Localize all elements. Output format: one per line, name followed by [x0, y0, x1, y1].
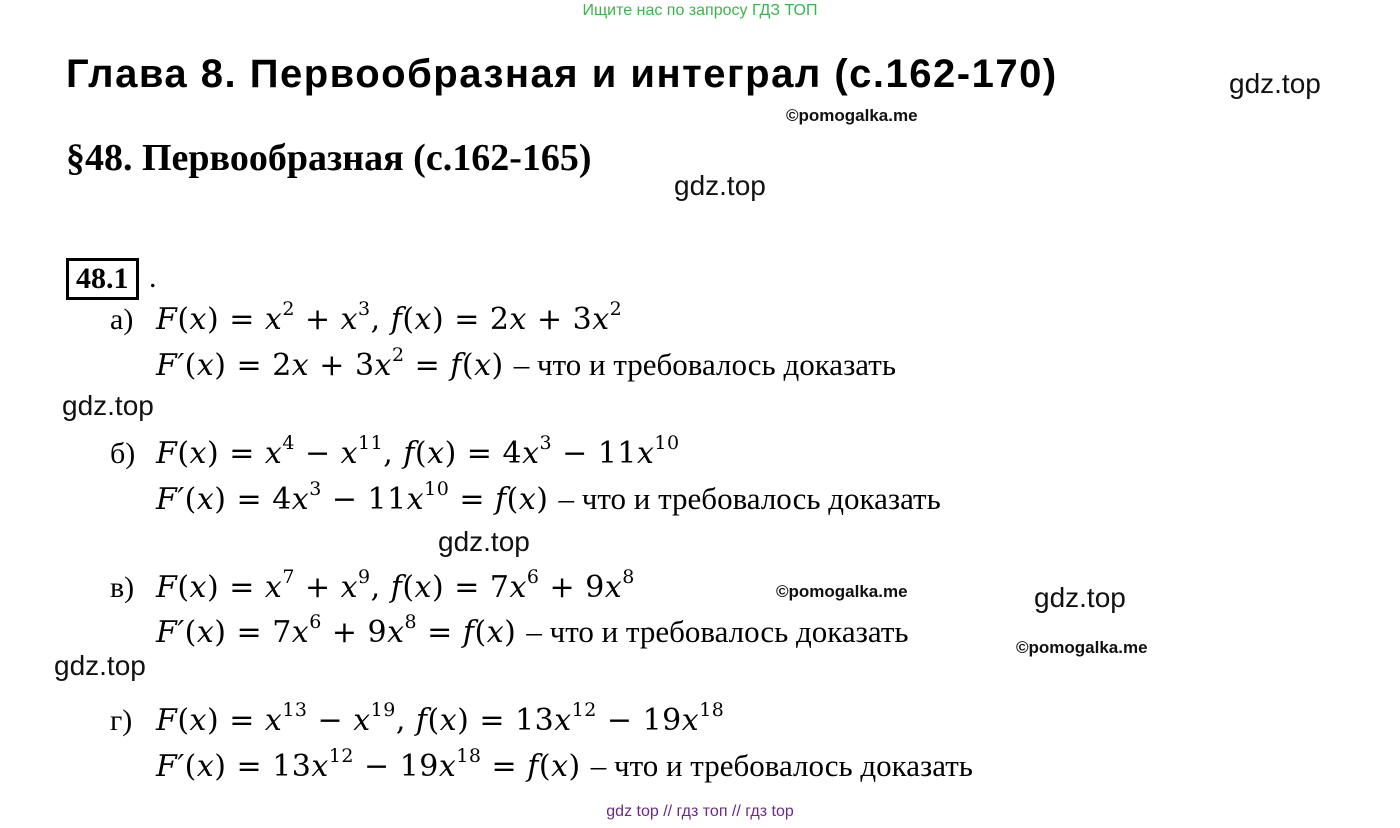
coef: 13 [515, 703, 555, 738]
coef: 2 [272, 348, 292, 383]
coef: 4 [502, 436, 523, 471]
search-hint-link[interactable]: Ищите нас по запросу ГДЗ ТОП [582, 2, 818, 19]
derivative-line: $F'(x) = 2x + 3x^2 = f(x)$ – что и требовалось доказать [156, 344, 896, 383]
coef: 13 [272, 749, 312, 784]
watermark-pomogalka: ©pomogalka.me [776, 582, 908, 601]
proof-note: – что и требовалось доказать [558, 481, 941, 516]
item-label: б) [110, 437, 136, 470]
exp: 12 [571, 699, 597, 721]
exp: 4 [282, 432, 295, 454]
exp: 8 [622, 566, 635, 588]
derivative-line: $F'(x) = 7x^6 + 9x^8 = f(x)$ – что и требовалось доказать [156, 611, 909, 650]
exp: 2 [391, 344, 405, 366]
watermark-gdz: gdz.top [438, 526, 530, 557]
item-label: в) [110, 571, 135, 604]
exp: 3 [309, 478, 322, 500]
coef: 11 [597, 436, 637, 471]
item-label: г) [110, 704, 133, 737]
watermark-gdz: gdz.top [62, 390, 154, 421]
function-line: $F(x) = x^7 + x^9$, $f(x) = 7x^6 + 9x^8$ [156, 566, 635, 605]
coef: 2 [489, 302, 510, 337]
exp: 18 [699, 699, 725, 721]
proof-note: – что и требовалось доказать [590, 748, 973, 783]
exp: 6 [526, 566, 540, 588]
watermark-gdz: gdz.top [674, 170, 766, 201]
proof-note: – что и требовалось доказать [513, 347, 896, 382]
watermark-pomogalka: ©pomogalka.me [786, 106, 918, 125]
exp: 3 [539, 432, 553, 454]
derivative-line: $F'(x) = 4x^3 - 11x^{10} = f(x)$ – что и требовалось доказать [156, 478, 941, 517]
watermark-gdz: gdz.top [54, 650, 146, 681]
coef: 9 [585, 570, 605, 605]
exp: 9 [358, 566, 371, 588]
exp: 12 [328, 745, 354, 767]
item-label: а) [110, 303, 134, 336]
task-number: 48.1 [76, 262, 129, 295]
exp: 10 [424, 478, 450, 500]
function-line: $F(x) = x^{13} - x^{19}$, $f(x) = 13x^{12} - 19x^{18}$ [156, 699, 725, 738]
coef: 9 [367, 615, 388, 650]
exp: 19 [370, 699, 396, 721]
exp: 13 [282, 699, 308, 721]
coef: 3 [354, 348, 375, 383]
coef: 19 [399, 749, 439, 784]
exp: 2 [282, 298, 295, 320]
watermark-pomogalka: ©pomogalka.me [1016, 638, 1148, 657]
coef: 7 [489, 570, 510, 605]
function-line: $F(x) = x^4 - x^{11}$, $f(x) = 4x^3 - 11x^{10}$ [156, 432, 680, 471]
exp: 10 [654, 432, 680, 454]
coef: 4 [272, 482, 292, 517]
footer-links[interactable]: gdz top // гдз топ // гдз top [606, 803, 794, 820]
proof-note: – что и требовалось доказать [526, 614, 909, 649]
coef: 19 [642, 703, 682, 738]
exp: 3 [358, 298, 371, 320]
task-number-box [66, 258, 139, 300]
task-number-dot: . [149, 261, 157, 294]
exp: 7 [282, 566, 295, 588]
exp: 6 [309, 611, 322, 633]
exp: 8 [404, 611, 418, 633]
coef: 3 [572, 302, 593, 337]
exp: 18 [456, 745, 482, 767]
coef: 11 [367, 482, 407, 517]
watermark-gdz: gdz.top [1034, 582, 1126, 613]
function-line: $F(x) = x^2 + x^3$, $f(x) = 2x + 3x^2$ [156, 298, 623, 337]
chapter-title: Глава 8. Первообразная и интеграл (с.162-170) [66, 52, 1058, 96]
section-title: §48. Первообразная (с.162-165) [66, 137, 592, 179]
watermark-gdz: gdz.top [1229, 68, 1321, 99]
exp: 2 [609, 298, 623, 320]
derivative-line: $F'(x) = 13x^{12} - 19x^{18} = f(x)$ – что и требовалось доказать [156, 745, 973, 784]
coef: 7 [272, 615, 292, 650]
exp: 11 [358, 432, 384, 454]
